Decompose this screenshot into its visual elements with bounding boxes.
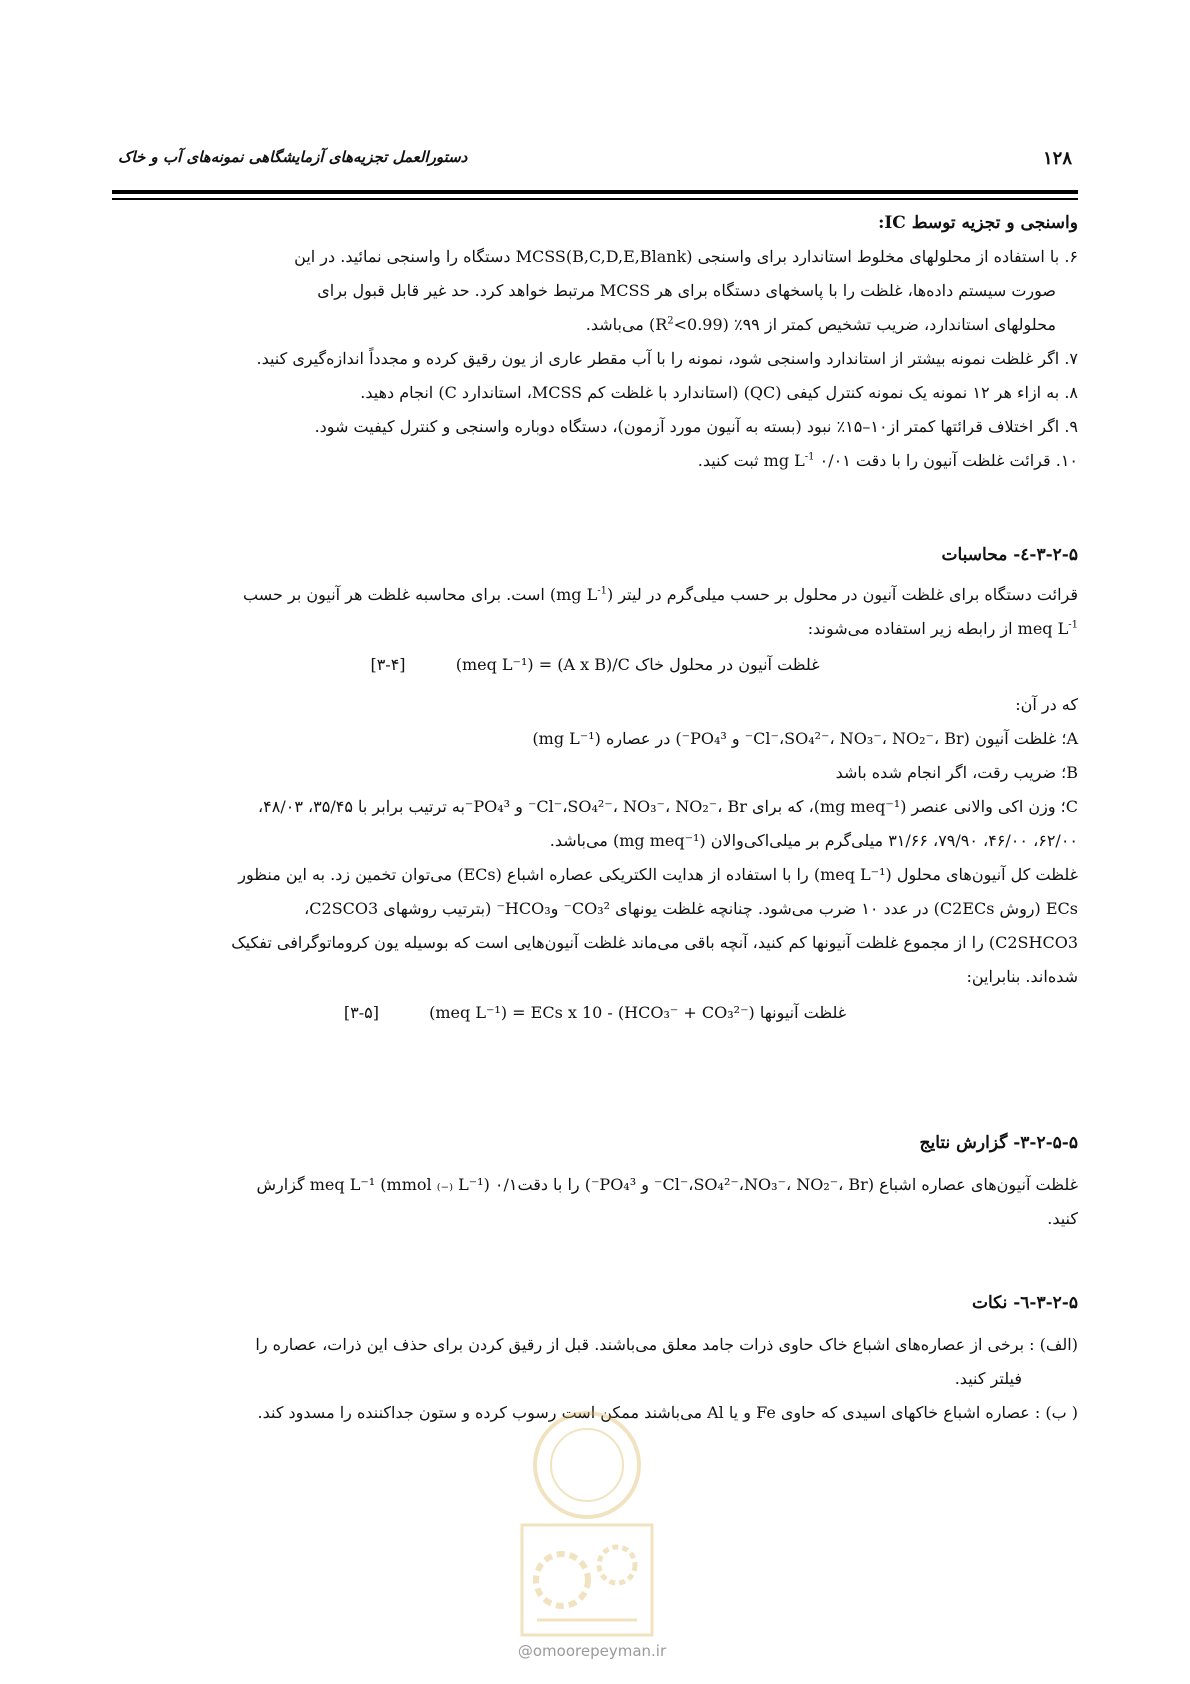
report-section [112,1126,1078,1236]
header-rule-thin [112,198,1078,200]
section-heading: ۳-۲-۵-۵- گزارش نتایج [919,1133,1078,1153]
paragraph: C2SHCO3) را از مجموع غلظت آنیونها کم کنید، آنچه باقی می‌ماند غلظت آنیون‌هایی است که بوسیله یون کروماتوگرافی تفکیک [231,933,1078,952]
item-6-line: صورت سیستم داده‌ها، غلظت را با پاسخهای دستگاه برای هر MCSS مرتبط خواهد کرد. حد غیر قابل قبول برای [317,281,1056,300]
equation-label: غلظت آنیونها [759,1003,847,1022]
paragraph [112,578,1078,612]
text: از رابطه زیر استفاده می‌شوند: [807,619,1018,638]
section-heading: واسنجی و تجزیه توسط IC: [878,213,1078,233]
equation-formula: (meq L⁻¹) = ECs x 10 - (HCO₃⁻ + CO₃²⁻) [429,1003,755,1022]
definition-b: B؛ ضریب رقت، اگر انجام شده باشد [835,763,1078,782]
item-7: ۷. اگر غلظت نمونه بیشتر از استاندارد واسنجی شود، نمونه را با آب مقطر عاری از یون رقیق کرده و مجدداً اندازه‌گیری کنید. [256,349,1078,368]
text: ) است. برای محاسبه غلظت هر آنیون بر حسب [243,585,557,604]
definition-c: ۶۲/۰۰، ۴۶/۰۰، ۷۹/۹۰، ۳۱/۶۶ میلی‌گرم بر میلی‌اکی‌والان (mg meq⁻¹) می‌باشد. [549,831,1078,850]
paragraph [112,612,1078,646]
page-number: ۱۲۸ [1042,148,1072,169]
paragraph: شده‌اند. بنابراین: [966,967,1078,986]
equation-formula: (meq L⁻¹) = (A x B)/C [455,655,630,674]
definition-c: C؛ وزن اکی والانی عنصر (mg meq⁻¹)، که برای Cl⁻،SO₄²⁻، NO₃⁻، NO₂⁻، Br⁻ و PO₄³⁻به ترتیب برابر با ۳۵/۴۵، ۴۸/۰۳، [257,797,1078,816]
definition-a: A؛ غلظت آنیون (Cl⁻،SO₄²⁻، NO₃⁻، NO₂⁻، Br⁻ و PO₄³⁻) در عصاره (mg L⁻¹) [532,729,1078,748]
section-heading: ۳-۲-۵-٤- محاسبات [941,545,1078,565]
page-header [110,140,1080,176]
paragraph: ECs (روش C2ECs) در عدد ۱۰ ضرب می‌شود. چنانچه غلظت یونهای CO₃²⁻ وHCO₃⁻ (بترتیب روشهای C2SCO3، [304,899,1078,918]
paragraph: غلظت کل آنیون‌های محلول (meq L⁻¹) را با استفاده از هدایت الکتریکی عصاره اشباع (ECs) می‌توان تخمین زد. به این منظور [238,865,1078,884]
note-b: ( ب) : عصاره اشباع خاکهای اسیدی که حاوی Fe و یا Al می‌باشند ممکن است رسوب کرده و ستون جداکننده را مسدود کند. [257,1403,1078,1422]
item-10-text: ۱۰. قرائت غلظت آنیون را با دقت ۰/۰۱ mg L [763,451,1078,470]
equation-label: غلظت آنیون در محلول خاک [634,655,820,674]
calculations-section [112,538,1078,1030]
superscript: -1 [1068,619,1078,631]
item-10-text: ثبت کنید. [697,451,764,470]
equation-5-3 [112,996,1078,1030]
item-6-line [112,308,1078,342]
calibration-section [112,206,1078,478]
text: meq L [1017,619,1069,638]
item-6-line: ۶. با استفاده از محلولهای مخلوط استاندارد برای واسنجی MCSS(B,C,D,E,Blank) دستگاه را واسنجی نمائید. در این [294,247,1078,266]
superscript: -1 [804,451,815,463]
item-6 [112,240,1078,342]
equation-number: [۴-۳] [370,655,406,674]
item-6-text: محلولهای استاندارد، ضریب تشخیص کمتر از ۹۹٪ (R [655,315,1056,334]
header-rule-thick [112,190,1078,194]
paragraph: کنید. [1047,1209,1078,1228]
item-6-text: <0.99) می‌باشد. [585,315,723,334]
item-9: ۹. اگر اختلاف قرائتها کمتر از۱۰–۱۵٪ نبود (بسته به آنیون مورد آزمون)، دستگاه دوباره واسنجی و کنترل کیفیت شود. [314,417,1078,436]
where-text: که در آن: [1015,695,1078,714]
watermark-logo-icon [482,1405,692,1655]
equation-4-3 [112,648,1078,682]
text: قرائت دستگاه برای غلظت آنیون در محلول بر حسب میلی‌گرم در لیتر (mg L [556,585,1078,604]
paragraph: غلظت آنیون‌های عصاره اشباع (Cl⁻،SO₄²⁻،NO₃⁻، NO₂⁻، Br⁻ و PO₄³⁻) را با دقت۰/۱ meq L⁻¹ (mmol ₍₋₎ L⁻¹) گزارش [256,1175,1078,1194]
superscript: 2 [667,315,674,327]
note-a: (الف) : برخی از عصاره‌های اشباع خاک حاوی ذرات جامد معلق می‌باشند. قبل از رقیق کردن برای حذف این ذرات، عصاره را [255,1335,1078,1354]
superscript: -1 [597,585,607,597]
running-title: دستورالعمل تجزیه‌های آزمایشگاهی نمونه‌های آب و خاک [118,148,468,166]
item-8: ۸. به ازاء هر ۱۲ نمونه یک نمونه کنترل کیفی (QC) (استاندارد با غلظت کم MCSS، استاندارد C) انجام دهید. [360,383,1078,402]
note-a: فیلتر کنید. [954,1369,1022,1388]
section-heading: ۳-۲-۵-٦- نکات [972,1293,1078,1313]
watermark-text: @omoorepeyman.ir [517,1642,667,1660]
equation-number: [۵-۳] [343,1003,379,1022]
item-10 [112,444,1078,478]
